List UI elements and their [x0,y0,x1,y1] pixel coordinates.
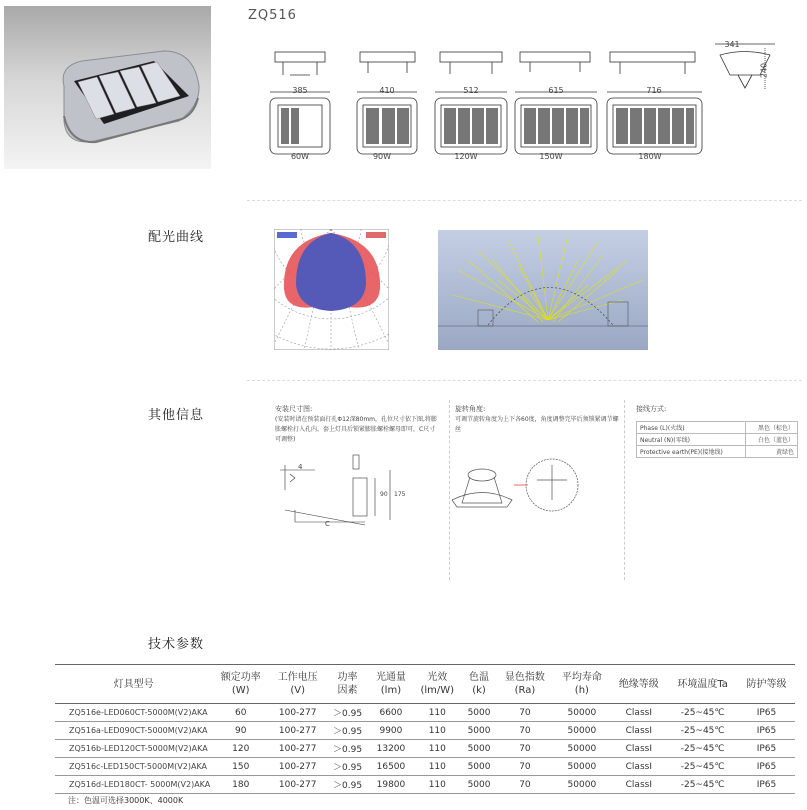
spec-cell: 70 [519,743,531,754]
column-divider [624,400,625,580]
wiring-color: 黑色（棕色） [745,422,797,434]
wiring-name: Phase (L)(火线) [637,422,746,434]
spec-header: 平均寿命 (h) [561,672,602,696]
spec-header: 光通量 (lm) [375,672,406,696]
dim-width-1: 385 [292,86,308,95]
wiring-row [637,422,798,434]
install-heading: 安装尺寸图: [275,405,313,413]
spec-cell: 70 [519,761,531,772]
spec-cell: IP65 [756,707,777,718]
spec-cell: 110 [428,761,446,772]
table-row [55,740,795,758]
spec-header: 显色指数 (Ra) [504,672,545,696]
spec-cell: -25~45℃ [680,761,725,772]
polar-curve-svg [274,229,389,350]
install-dim-90: 90 [380,491,388,498]
spec-cell: ClassI [625,761,652,772]
spec-cell: 5000 [467,779,491,790]
install-label-a: 4 [298,463,303,471]
install-label-c: C [325,520,330,528]
spec-header: 工作电压 (V) [277,672,318,696]
spec-cell: -25~45℃ [680,707,725,718]
spec-cell: 110 [428,743,446,754]
dimension-drawings [245,30,805,170]
spec-cell: 50000 [567,779,597,790]
spec-cell: 50000 [567,743,597,754]
spec-header: 额定功率 (W) [220,672,261,696]
install-dim-175: 175 [394,491,406,498]
spec-cell: 19800 [376,779,406,790]
spec-cell: 5000 [467,707,491,718]
spec-cell: 100-277 [278,743,317,754]
install-description: (安装时请在预装面打孔Φ12深80mm，孔位尺寸依下图,将膨胀螺栓打入孔内，套上灯具后锁紧膨胀螺栓螺母即可，C尺寸可调整) [275,416,437,443]
spec-cell: ClassI [625,725,652,736]
spec-cell: 50000 [567,725,597,736]
spec-cell: 16500 [376,761,406,772]
spec-cell: 50000 [567,707,597,718]
beam-simulation-svg [438,230,648,350]
spec-cell: ClassI [625,779,652,790]
spec-cell: 70 [519,707,531,718]
section-title-tech-params: 技术参数 [148,637,205,652]
spec-cell: 5000 [467,761,491,772]
wiring-heading: 接线方式: [636,405,667,413]
model-cell: ZQ516e-LED060CT-5000M(V2)AKA [69,708,208,717]
wiring-table [636,421,798,458]
footnote: 注：色温可选择3000K、4000K [68,796,184,805]
section-title-other-info: 其他信息 [148,408,205,423]
spec-cell: IP65 [756,743,777,754]
table-row [55,776,795,794]
dimension-drawings-svg [245,30,805,170]
wiring-row [637,446,798,458]
spec-header: 色温 (k) [469,672,490,696]
spec-cell: IP65 [756,779,777,790]
dim-width-2: 410 [379,86,395,95]
floodlight-image [4,6,211,169]
wiring-color: 白色（蓝色） [745,434,797,446]
spec-cell: 13200 [376,743,406,754]
spec-cell: 50000 [567,761,597,772]
spec-cell: 9900 [379,725,403,736]
model-cell: ZQ516a-LED090CT-5000M(V2)AKA [69,726,208,735]
polar-curve [274,229,389,350]
spec-cell: -25~45℃ [680,725,725,736]
wiring-row [637,434,798,446]
rotation-heading: 旋转角度: [455,405,486,413]
divider [247,380,802,381]
spec-cell: ＞0.95 [333,781,363,791]
dim-width-3: 512 [463,86,479,95]
spec-cell: 90 [235,725,247,736]
spec-cell: 120 [232,743,250,754]
spec-cell: ClassI [625,707,652,718]
power-label-120: 120W [454,152,478,161]
table-row [55,722,795,740]
model-cell: ZQ516b-LED120CT-5000M(V2)AKA [69,744,208,753]
spec-cell: 70 [519,779,531,790]
spec-cell: 5000 [467,725,491,736]
column-divider [449,400,450,580]
rotation-drawing-svg [452,455,602,520]
table-row [55,704,795,722]
power-label-60: 60W [290,152,310,161]
power-label-180: 180W [638,152,662,161]
spec-cell: 70 [519,725,531,736]
spec-header: 功率 因素 [337,672,358,696]
wiring-color: 黄绿色 [745,446,797,458]
dim-side-height: 240 [759,62,769,79]
spec-cell: 110 [428,725,446,736]
spec-cell: 100-277 [278,779,317,790]
rotation-drawing [452,455,602,520]
beam-simulation [438,230,648,350]
divider [247,200,802,201]
spec-cell: 60 [235,707,247,718]
wiring-name: Protective earth(PE)(接地线) [637,446,746,458]
spec-cell: 100-277 [278,725,317,736]
spec-header: 灯具型号 [113,678,154,690]
spec-cell: 150 [232,761,250,772]
spec-header: 光效 (lm/W) [420,672,455,696]
spec-cell: -25~45℃ [680,779,725,790]
rotation-description: 可调节旋转角度为上下各60度，角度调整完毕后须锁紧调节螺丝 [455,416,619,433]
spec-cell: ＞0.95 [333,763,363,773]
spec-cell: 100-277 [278,761,317,772]
power-label-150: 150W [539,152,563,161]
spec-table [55,664,795,794]
spec-header: 环境温度Ta [677,678,728,690]
product-photo [4,6,211,169]
model-cell: ZQ516c-LED150CT-5000M(V2)AKA [69,762,208,771]
spec-cell: 110 [428,707,446,718]
spec-cell: IP65 [756,725,777,736]
spec-cell: ＞0.95 [333,709,363,719]
dim-side-width: 341 [724,40,740,49]
spec-cell: 100-277 [278,707,317,718]
power-label-90: 90W [372,152,392,161]
table-row [55,758,795,776]
spec-header: 绝缘等级 [618,678,659,690]
spec-cell: ＞0.95 [333,745,363,755]
spec-cell: 180 [232,779,250,790]
spec-cell: ＞0.95 [333,727,363,737]
wiring-name: Neutral (N)(零线) [637,434,746,446]
section-title-light-curve: 配光曲线 [148,230,205,245]
model-cell: ZQ516d-LED180CT- 5000M(V2)AKA [69,780,211,789]
spec-cell: IP65 [756,761,777,772]
spec-cell: -25~45℃ [680,743,725,754]
spec-cell: 110 [428,779,446,790]
spec-header: 防护等级 [746,678,787,690]
spec-cell: ClassI [625,743,652,754]
dim-width-4: 615 [548,86,564,95]
model-title: ZQ516 [248,8,297,23]
spec-cell: 5000 [467,743,491,754]
spec-header-row [55,665,795,704]
dim-width-5: 716 [646,86,662,95]
spec-cell: 6600 [379,707,403,718]
